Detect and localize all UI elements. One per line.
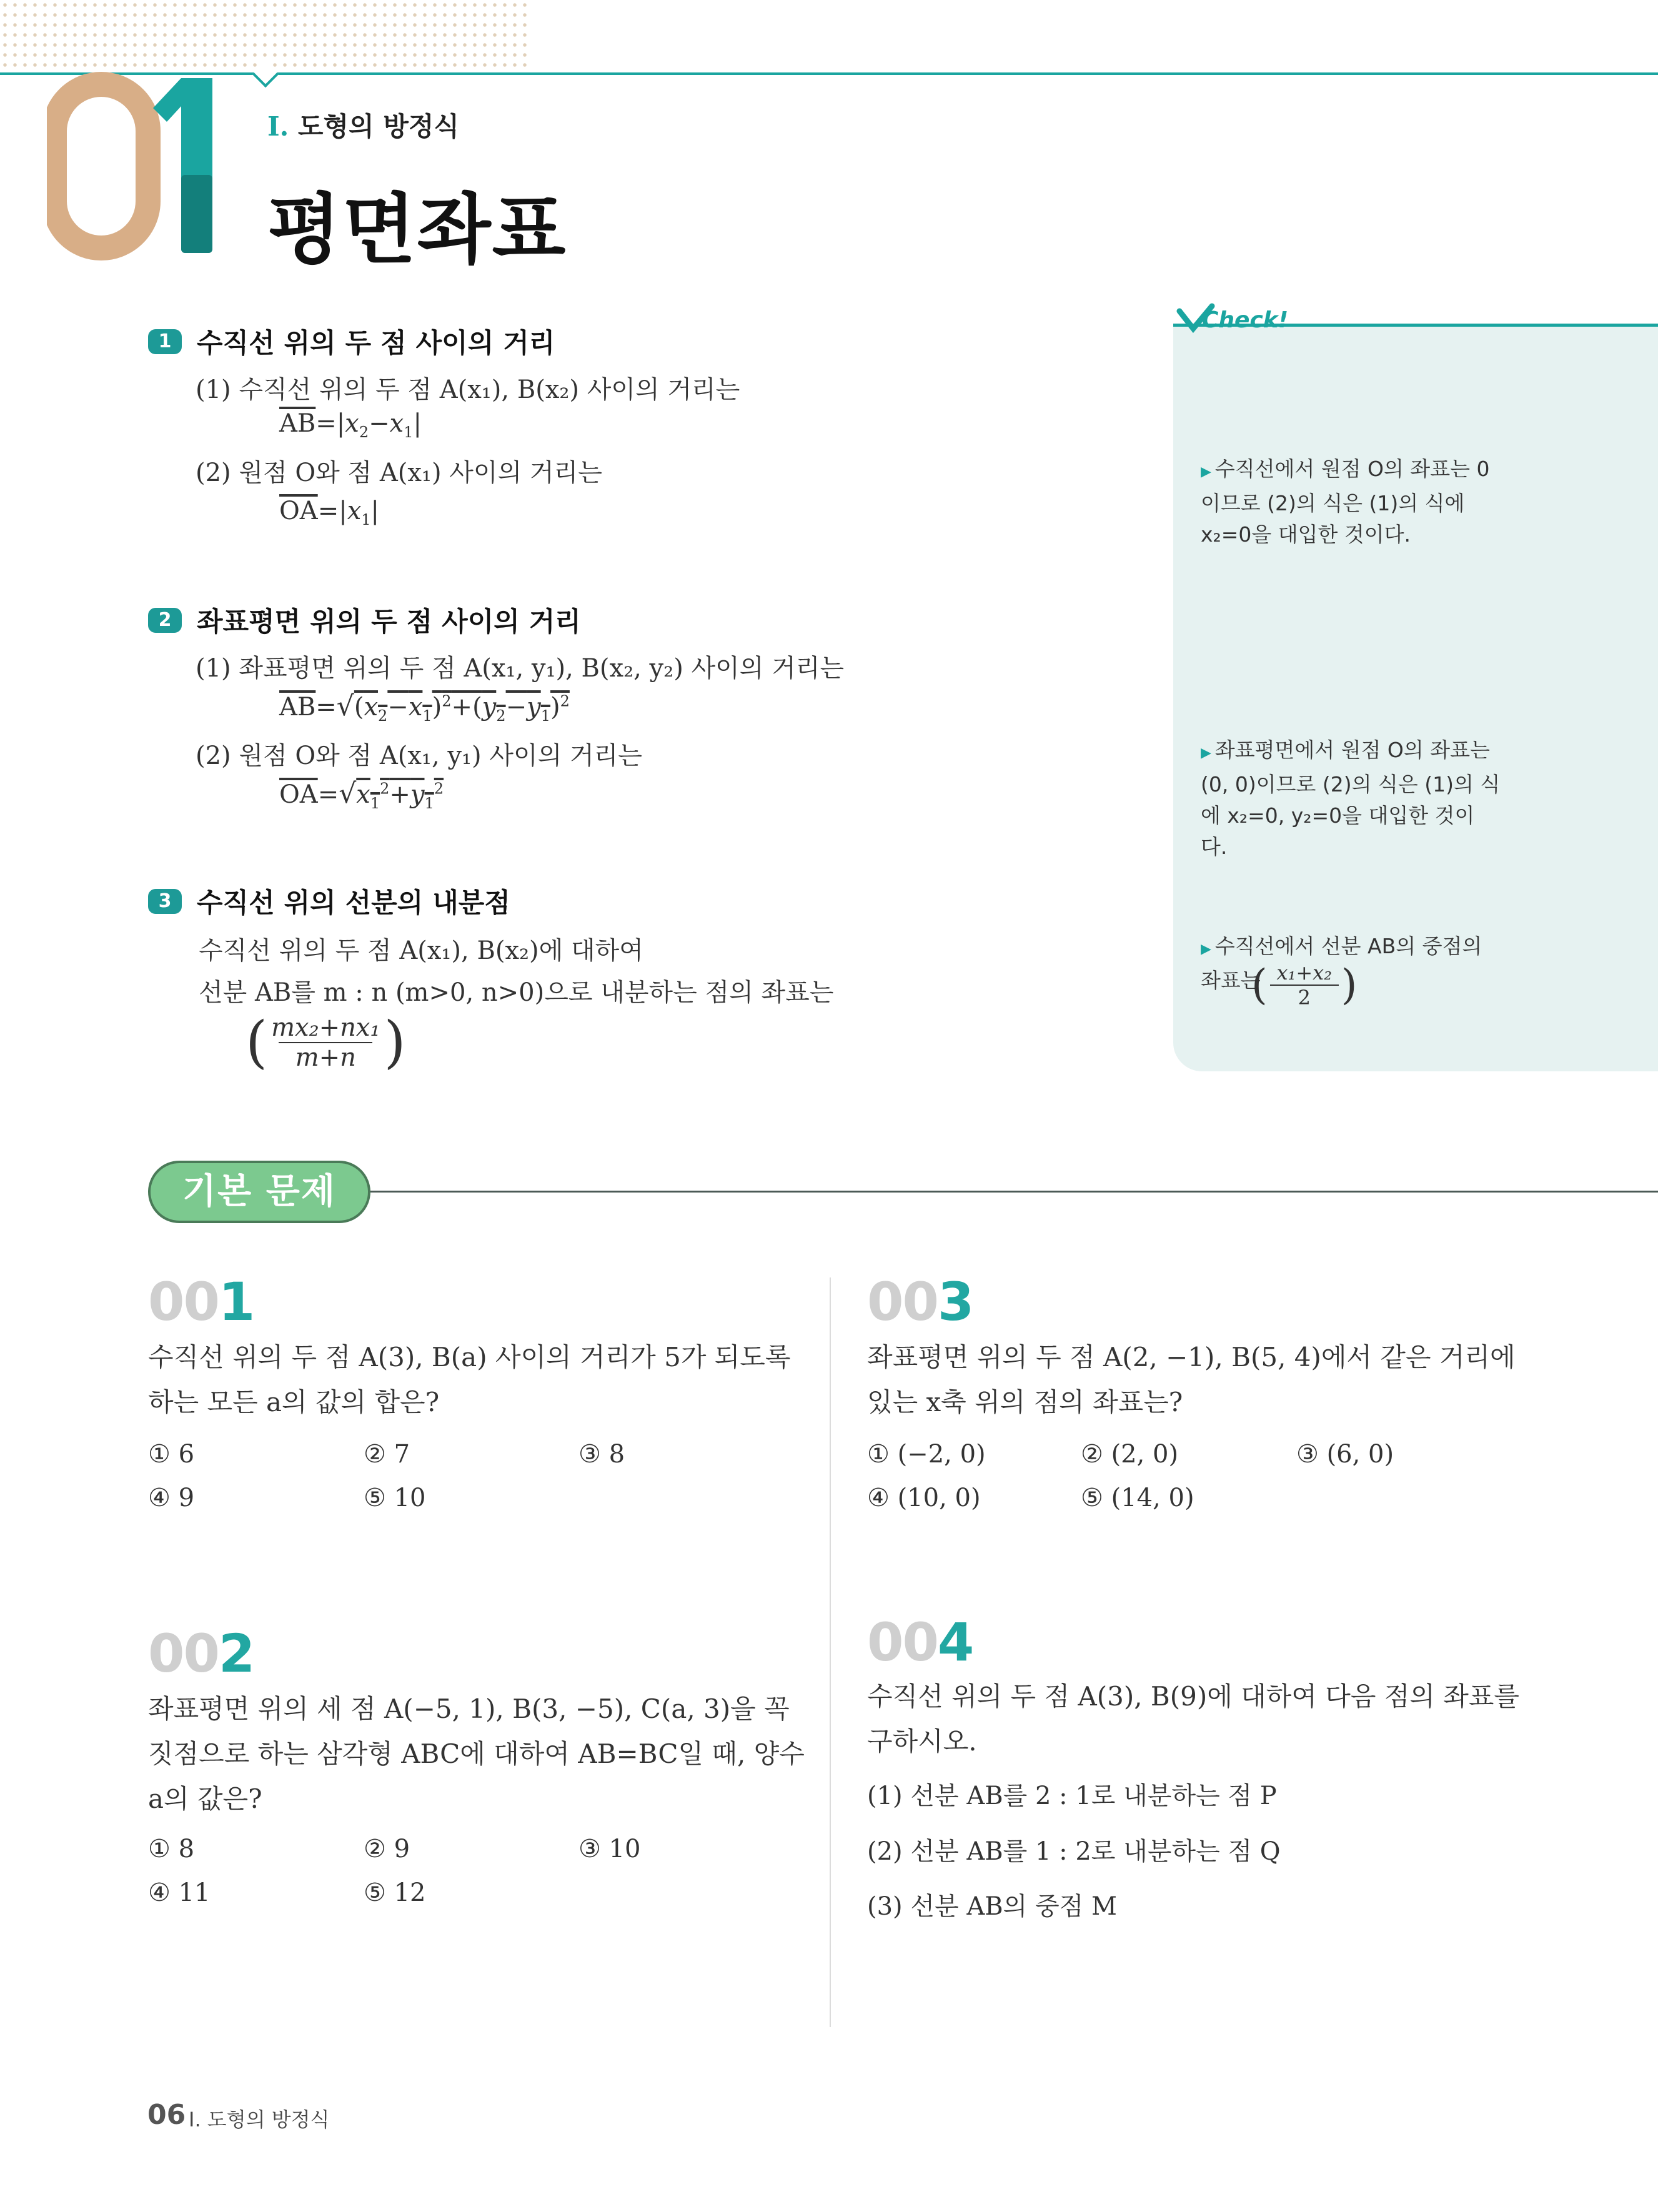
section-label bbox=[267, 106, 459, 144]
problem-004-text: 수직선 위의 두 점 A(3), B(9)에 대하여 다음 점의 좌표를 구하시오. bbox=[867, 1681, 1519, 1757]
check-logo bbox=[1174, 299, 1331, 349]
concept-1-heading bbox=[148, 322, 555, 360]
concept-1-title: 수직선 위의 두 점 사이의 거리 bbox=[197, 328, 555, 359]
section-roman: I. bbox=[267, 111, 289, 142]
problem-004-subitem-2: (2) 선분 AB를 1 : 2로 내분하는 점 Q bbox=[867, 1837, 1281, 1866]
check-note-2: ▶ 좌표평면에서 원점 O의 좌표는 (0, 0)이므로 (2)의 식은 (1)의 식에 x₂=0, y₂=0을 대입한 것이다. bbox=[1201, 738, 1501, 859]
concept-2-formula-2: $\overline{OA}=√x_1^2+y_1^2$ bbox=[279, 778, 444, 812]
concept-2-item-2: (2) 원점 O와 점 A(x₁, y₁) 사이의 거리는 bbox=[196, 741, 642, 770]
concept-3-formula-denominator: m+n bbox=[295, 1043, 356, 1072]
check-midpoint-denominator: 2 bbox=[1298, 986, 1311, 1009]
problem-001-choice-4[interactable]: ④ 9 bbox=[148, 1484, 195, 1512]
concept-3-line-2: 선분 AB를 m : n (m>0, n>0)으로 내분하는 점의 좌표는 bbox=[199, 978, 834, 1007]
problem-003-choice-2[interactable]: ② (2, 0) bbox=[1081, 1440, 1179, 1469]
concept-3-heading bbox=[148, 882, 510, 920]
concept-3-line-1: 수직선 위의 두 점 A(x₁), B(x₂)에 대하여 bbox=[199, 936, 643, 965]
header-rule bbox=[0, 72, 1658, 75]
concept-3-formula: ( mx₂+nx₁ m+n ) bbox=[246, 1009, 406, 1075]
check-note-3-marker: ▶ bbox=[1201, 941, 1211, 957]
concept-1-formula-2: $\overline{OA}=|x_1|$ bbox=[279, 497, 380, 528]
concept-1-formula-1: $\overline{AB}=|x_2-x_1|$ bbox=[279, 409, 422, 441]
check-midpoint-numerator: x₁+x₂ bbox=[1276, 961, 1333, 984]
concept-2-heading bbox=[148, 601, 581, 639]
problem-003-choice-5[interactable]: ⑤ (14, 0) bbox=[1081, 1484, 1194, 1512]
problem-002-choice-4[interactable]: ④ 11 bbox=[148, 1878, 211, 1907]
concept-3-formula-numerator: mx₂+nx₁ bbox=[271, 1013, 380, 1042]
footer-page-number: 06 bbox=[147, 2099, 186, 2131]
problem-004-subitem-1: (1) 선분 AB를 2 : 1로 내분하는 점 P bbox=[867, 1782, 1277, 1810]
problem-002-choice-5[interactable]: ⑤ 12 bbox=[364, 1878, 426, 1907]
section-title: 도형의 방정식 bbox=[297, 111, 459, 142]
problem-003-number: 003 bbox=[867, 1271, 973, 1332]
column-divider bbox=[830, 1277, 831, 2027]
concept-3-title: 수직선 위의 선분의 내분점 bbox=[197, 888, 510, 919]
problem-001-number: 001 bbox=[148, 1271, 254, 1332]
concept-2-title: 좌표평면 위의 두 점 사이의 거리 bbox=[197, 607, 581, 638]
problem-002-text: 좌표평면 위의 세 점 A(−5, 1), B(3, −5), C(a, 3)을 꼭짓점으로 하는 삼각형 ABC에 대하여 AB=BC일 때, 양수 a의 값은? bbox=[148, 1694, 805, 1814]
problem-003-choice-4[interactable]: ④ (10, 0) bbox=[867, 1484, 981, 1512]
page-title: 평면좌표 bbox=[267, 186, 567, 274]
concept-1-item-2: (2) 원점 O와 점 A(x₁) 사이의 거리는 bbox=[196, 459, 602, 487]
banner-rule bbox=[370, 1191, 1658, 1193]
check-note-1-marker: ▶ bbox=[1201, 464, 1211, 480]
concept-2-badge: 2 bbox=[148, 608, 182, 633]
problem-002-number: 002 bbox=[148, 1623, 254, 1684]
problem-001-choice-5[interactable]: ⑤ 10 bbox=[364, 1484, 426, 1512]
problem-002-choice-3[interactable]: ③ 10 bbox=[578, 1835, 641, 1863]
basic-problems-banner-label: 기본 문제 bbox=[182, 1171, 336, 1212]
problem-003-choice-1[interactable]: ① (−2, 0) bbox=[867, 1440, 986, 1469]
check-note-1: ▶ 수직선에서 원점 O의 좌표는 0이므로 (2)의 식은 (1)의 식에 x₂=0을 대입한 것이다. bbox=[1201, 457, 1490, 547]
concept-2-formula-1: $\overline{AB}=√(x_2-x_1)^2+(y_2-y_1)^2$ bbox=[279, 690, 570, 725]
check-note-3: ▶ 수직선에서 선분 AB의 중점의 좌표는 bbox=[1201, 934, 1482, 993]
problem-004-number: 004 bbox=[867, 1612, 973, 1673]
problem-002-choice-1[interactable]: ① 8 bbox=[148, 1835, 195, 1863]
check-note-2-marker: ▶ bbox=[1201, 745, 1211, 761]
problem-001-text: 수직선 위의 두 점 A(3), B(a) 사이의 거리가 5가 되도록 하는 모든 a의 값의 합은? bbox=[148, 1342, 791, 1417]
svg-text:Check!: Check! bbox=[1202, 307, 1289, 333]
problem-001-choice-3[interactable]: ③ 8 bbox=[578, 1440, 625, 1469]
chapter-number-graphic bbox=[47, 53, 234, 265]
concept-2-item-1: (1) 좌표평면 위의 두 점 A(x₁, y₁), B(x₂, y₂) 사이의 거리는 bbox=[196, 654, 845, 683]
check-midpoint-formula: ( x₁+x₂ 2 ) bbox=[1251, 961, 1358, 1009]
problem-004-subitem-3: (3) 선분 AB의 중점 M bbox=[867, 1892, 1117, 1921]
concept-1-badge: 1 bbox=[148, 329, 182, 354]
problem-002-choice-2[interactable]: ② 9 bbox=[364, 1835, 410, 1863]
footer-section-label: I. 도형의 방정식 bbox=[189, 2108, 330, 2131]
problem-001-choice-1[interactable]: ① 6 bbox=[148, 1440, 195, 1469]
concept-3-badge: 3 bbox=[148, 889, 182, 914]
problem-003-text: 좌표평면 위의 두 점 A(2, −1), B(5, 4)에서 같은 거리에 있는 x축 위의 점의 좌표는? bbox=[867, 1342, 1516, 1417]
problem-001-choice-2[interactable]: ② 7 bbox=[364, 1440, 410, 1469]
concept-1-item-1: (1) 수직선 위의 두 점 A(x₁), B(x₂) 사이의 거리는 bbox=[196, 375, 740, 404]
problem-003-choice-3[interactable]: ③ (6, 0) bbox=[1296, 1440, 1394, 1469]
